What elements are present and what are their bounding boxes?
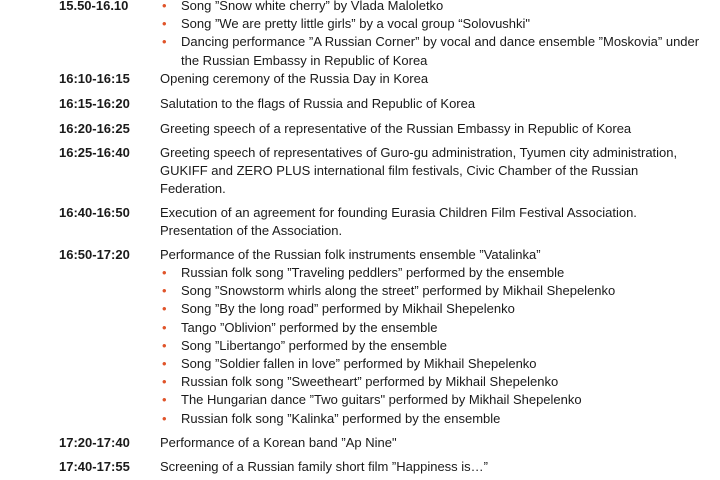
item-text: Russian folk song ”Sweetheart” performed by Mikhail Shepelenko bbox=[181, 374, 559, 390]
time-slot: 16:20-16:25 bbox=[59, 121, 130, 136]
list-item bbox=[160, 373, 705, 391]
event-description: Screening of a Russian family short film ”Happiness is…” bbox=[160, 459, 489, 474]
performance-list bbox=[160, 0, 705, 70]
list-item bbox=[160, 300, 705, 318]
list-item bbox=[160, 264, 705, 282]
bullet-icon: • bbox=[162, 319, 167, 335]
event-description: Salutation to the flags of Russia and Republic of Korea bbox=[160, 96, 476, 111]
item-text: The Hungarian dance ”Two guitars" performed by Mikhail Shepelenko bbox=[181, 392, 582, 408]
item-text: Song ”Libertango” performed by the ensemble bbox=[181, 337, 447, 353]
bullet-icon: • bbox=[162, 410, 167, 426]
bullet-icon: • bbox=[162, 16, 167, 32]
bullet-icon: • bbox=[162, 283, 167, 299]
event-description: Greeting speech of a representative of the Russian Embassy in Republic of Korea bbox=[160, 121, 632, 136]
item-text: Dancing performance ”A Russian Corner” by vocal and dance ensemble ”Moskovia” under the Russian Embassy in Republic of Korea bbox=[181, 34, 700, 68]
time-slot: 16:25-16:40 bbox=[59, 145, 130, 160]
time-slot: 16:40-16:50 bbox=[59, 205, 130, 220]
list-item bbox=[160, 391, 705, 409]
list-item bbox=[160, 282, 705, 300]
event-description: Performance of a Korean band ”Ap Nine" bbox=[160, 435, 397, 450]
time-slot: 16:50-17:20 bbox=[59, 247, 130, 262]
item-text: Song ”Snow white cherry” by Vlada Maloletko bbox=[181, 0, 444, 13]
bullet-icon: • bbox=[162, 337, 167, 353]
list-item bbox=[160, 337, 705, 355]
bullet-icon: • bbox=[162, 265, 167, 280]
item-text: Tango ”Oblivion” performed by the ensemble bbox=[181, 319, 438, 335]
performance-list bbox=[160, 264, 705, 428]
bullet-icon: • bbox=[162, 392, 167, 408]
list-item bbox=[160, 33, 705, 69]
list-item bbox=[160, 319, 705, 337]
event-description: Opening ceremony of the Russia Day in Korea bbox=[160, 71, 429, 86]
event-description: Execution of an agreement for founding Eurasia Children Film Festival Association. Presentation of the Association. bbox=[160, 205, 637, 238]
list-item bbox=[160, 355, 705, 373]
item-text: Song ”By the long road” performed by Mikhail Shepelenko bbox=[181, 301, 515, 317]
list-item bbox=[160, 0, 705, 15]
list-item bbox=[160, 15, 705, 33]
item-text: Russian folk song ”Traveling peddlers” performed by the ensemble bbox=[181, 265, 565, 280]
time-slot: 17:40-17:55 bbox=[59, 459, 130, 474]
bullet-icon: • bbox=[162, 374, 167, 390]
item-text: Song ”Snowstorm whirls along the street” performed by Mikhail Shepelenko bbox=[181, 283, 616, 299]
bullet-icon: • bbox=[162, 356, 167, 372]
event-description: Performance of the Russian folk instruments ensemble ”Vatalinka” bbox=[160, 247, 541, 262]
bullet-icon: • bbox=[162, 301, 167, 317]
time-slot: 17:20-17:40 bbox=[59, 435, 130, 450]
bullet-icon: • bbox=[162, 34, 167, 50]
time-slot: 15.50-16.10 bbox=[59, 0, 129, 13]
event-description: Greeting speech of representatives of Guro-gu administration, Tyumen city administration, GUKIFF and ZERO PLUS international film festivals, Civic Chamber of the Russian Federation. bbox=[160, 145, 678, 196]
time-slot: 16:10-16:15 bbox=[59, 71, 130, 86]
bullet-icon: • bbox=[162, 0, 167, 13]
item-text: Russian folk song ”Kalinka” performed by the ensemble bbox=[181, 410, 501, 426]
item-text: Song ”We are pretty little girls” by a vocal group “Solovushki" bbox=[181, 16, 531, 32]
item-text: Song ”Soldier fallen in love” performed by Mikhail Shepelenko bbox=[181, 356, 537, 372]
list-item bbox=[160, 410, 705, 428]
time-slot: 16:15-16:20 bbox=[59, 96, 130, 111]
